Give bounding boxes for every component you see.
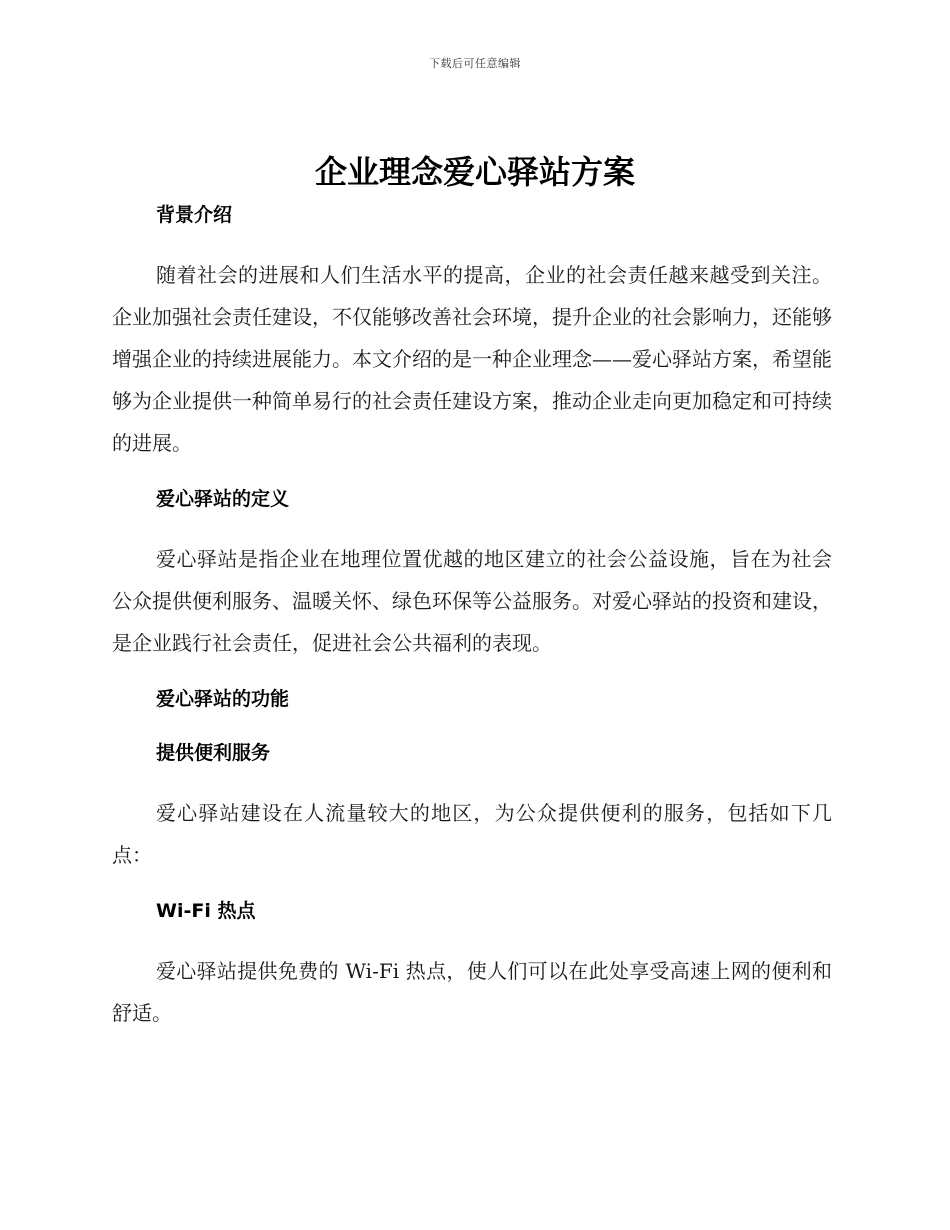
paragraph-convenience: 爱心驿站建设在人流量较大的地区，为公众提供便利的服务，包括如下几点： bbox=[112, 801, 832, 867]
document-title: 企业理念爱心驿站方案 bbox=[314, 153, 635, 191]
subsection-heading-convenience: 提供便利服务 bbox=[156, 742, 271, 764]
paragraph-wifi: 爱心驿站提供免费的 Wi-Fi 热点，使人们可以在此处享受高速上网的便利和舒适。 bbox=[112, 959, 832, 1025]
section-heading-definition: 爱心驿站的定义 bbox=[156, 488, 290, 510]
paragraph-definition: 爱心驿站是指企业在地理位置优越的地区建立的社会公益设施，旨在为社会公众提供便利服务、温暖关怀、绿色环保等公益服务。对爱心驿站的投资和建设，是企业践行社会责任，促进社会公共福利的表现。 bbox=[112, 547, 832, 655]
section-heading-function: 爱心驿站的功能 bbox=[156, 688, 290, 710]
paragraph-background: 随着社会的进展和人们生活水平的提高，企业的社会责任越来越受到关注。企业加强社会责任建设，不仅能够改善社会环境，提升企业的社会影响力，还能够增强企业的持续进展能力。本文介绍的是一种企业理念——爱心驿站方案，希望能够为企业提供一种简单易行的社会责任建设方案，推动企业走向更加稳定和可持续的进展。 bbox=[112, 263, 832, 455]
subsection-heading-wifi: Wi-Fi 热点 bbox=[156, 900, 256, 922]
section-heading-background: 背景介绍 bbox=[156, 204, 233, 226]
document-body bbox=[112, 200, 832, 1034]
header-note: 下载后可任意编辑 bbox=[429, 57, 521, 70]
